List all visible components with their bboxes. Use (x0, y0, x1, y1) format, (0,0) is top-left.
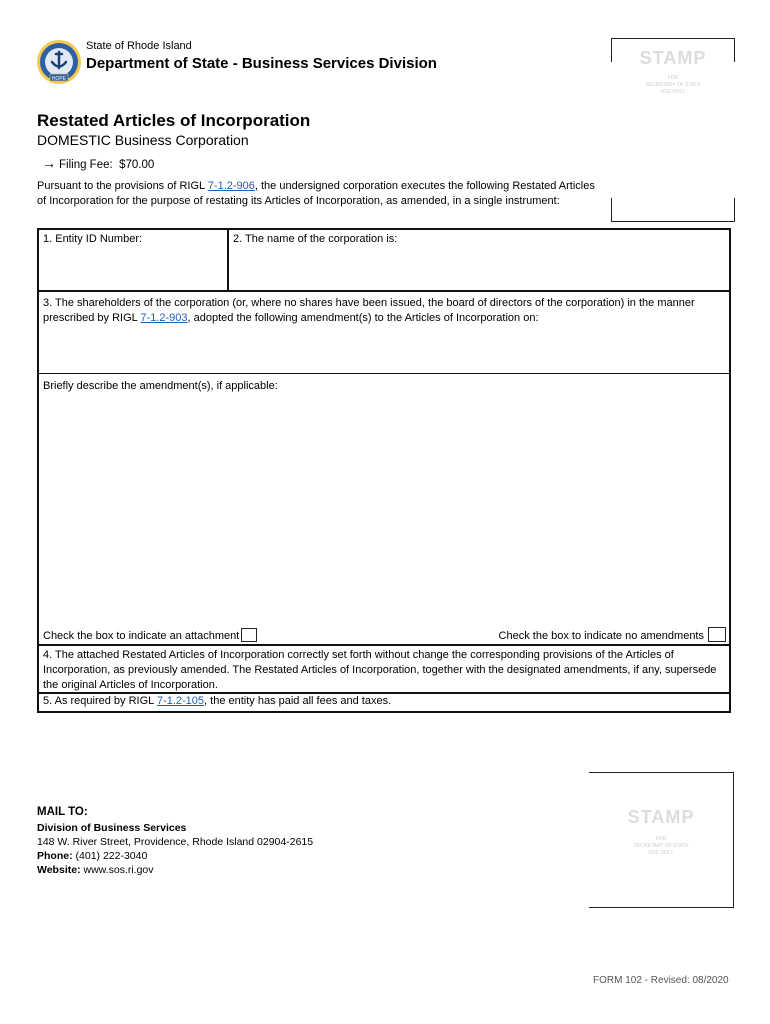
item5-text (39, 694, 729, 711)
ri-state-seal-icon (36, 39, 82, 85)
intro-pre: Pursuant to the provisions of RIGL (37, 180, 208, 192)
adoption-date-field[interactable] (39, 292, 729, 374)
rigl-105-link[interactable]: 7-1.2-105 (156, 695, 205, 707)
stamp-sub-bottom-2: SECRETARY OF STATE (633, 843, 689, 849)
mail-org: Division of Business Services (37, 822, 187, 834)
corporation-name-field[interactable] (229, 230, 729, 290)
intro-text (37, 179, 597, 209)
mail-to-heading: MAIL TO: (37, 806, 88, 818)
item4-statement (39, 646, 729, 694)
fee-amount: $70.00 (119, 159, 155, 171)
phone-label: Phone: (37, 850, 73, 862)
item3-pre: 3. The shareholders of the corporation (or, where no shares have been issued, the board of directors of the corporation) in the manner prescribed by RIGL (43, 297, 695, 324)
no-amendments-check-label: Check the box to indicate no amendments (498, 630, 704, 642)
department-title: Department of State - Business Services Division (86, 55, 437, 72)
mail-to-block (37, 805, 313, 877)
no-amendments-check-row (499, 627, 726, 642)
entity-id-field[interactable] (39, 230, 229, 290)
describe-label: Briefly describe the amendment(s), if applicable: (43, 380, 278, 392)
attachment-check-row (43, 628, 257, 642)
form-subtitle: DOMESTIC Business Corporation (37, 132, 249, 148)
stamp-sub-1: FOR (667, 75, 679, 81)
fee-label: Filing Fee: (59, 159, 113, 171)
no-amendments-checkbox[interactable] (708, 627, 726, 642)
rigl-903-link[interactable]: 7-1.2-903 (140, 312, 188, 324)
stamp-label-bottom: STAMP (627, 807, 695, 827)
attachment-checkbox[interactable] (241, 628, 257, 642)
stamp-box-top (611, 38, 735, 222)
amendment-description-field[interactable] (39, 374, 729, 646)
arrow-right-icon: → (42, 155, 56, 171)
articles-form (37, 228, 731, 713)
item5-post: , the entity has paid all fees and taxes. (204, 695, 392, 707)
item5-pre: 5. As required by RIGL (43, 695, 157, 707)
stamp-sub-3: USE ONLY (660, 89, 686, 95)
filing-fee (42, 155, 154, 171)
attachment-check-label: Check the box to indicate an attachment (43, 630, 240, 642)
corporation-name-label: 2. The name of the corporation is: (233, 233, 398, 245)
item5-statement (39, 694, 729, 711)
phone-number: (401) 222-3040 (75, 850, 148, 862)
seal-motto: HOPE (51, 75, 67, 82)
item3-label (39, 292, 729, 328)
stamp-sub-bottom-3: USE ONLY (648, 850, 674, 856)
item4-text: 4. The attached Restated Articles of Incorporation correctly set forth without change the corresponding provisions of the Articles of Incorporation, as previously amended. The Restated Articles of Incorporation, together with the designated amendments, if any, supersede the original Articles of Incorporation. (43, 649, 717, 691)
stamp-label: STAMP (639, 48, 707, 68)
row-entity-name (39, 230, 729, 292)
form-revision-footer: FORM 102 - Revised: 08/2020 (593, 975, 729, 986)
state-name: State of Rhode Island (86, 40, 192, 52)
intro-post: , the undersigned corporation executes the following Restated Articles of Incorporation for the purpose of restating its Articles of Incorporation, as amended, in a single instrument: (37, 180, 595, 207)
mail-address: 148 W. River Street, Providence, Rhode Island 02904-2615 (37, 836, 314, 848)
stamp-sub-bottom-1: FOR (655, 836, 667, 842)
stamp-sub-2: SECRETARY OF STATE (645, 82, 701, 88)
entity-id-label: 1. Entity ID Number: (43, 233, 143, 245)
item3-post: , adopted the following amendment(s) to the Articles of Incorporation on: (187, 312, 539, 324)
rigl-906-link[interactable]: 7-1.2-906 (207, 180, 255, 192)
form-title: Restated Articles of Incorporation (37, 111, 311, 130)
website-label: Website: (37, 864, 81, 876)
stamp-box-bottom (589, 772, 734, 908)
website-value: www.sos.ri.gov (83, 864, 154, 876)
